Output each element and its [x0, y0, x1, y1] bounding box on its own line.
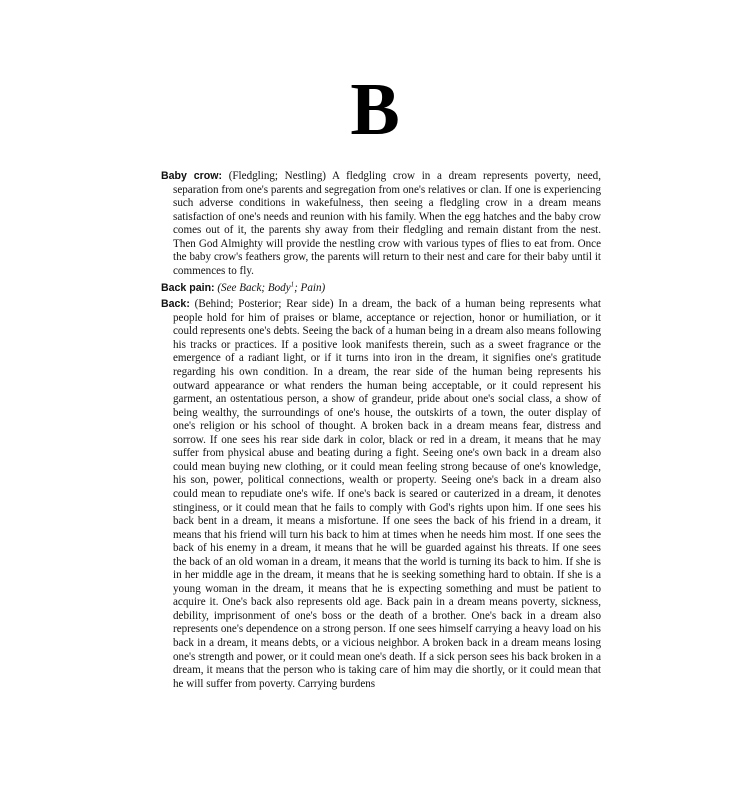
- entry-headword: Back: [161, 298, 187, 311]
- footnote-marker: 1: [290, 280, 295, 288]
- entry-body: (Fledgling; Nestling) A fledgling crow in a dream represents poverty, need, separation from one's parents and segregation from one's relatives or clan. If one is experiencing such adverse conditions in wakefulness, then seeing a fledgling crow in a dream means satisfaction of one's needs and reunion with his family. When the egg hatches and the baby crow comes out of it, the parents shy away from their fledgling and remain distant from the nest. Then God Almighty will provide the nestling crow with various types of flies to eat from. Once the baby crow's feathers grow, the parents will return to their nest and care for their baby until it commences to fly.: [173, 170, 601, 277]
- dictionary-entry-back: [161, 298, 601, 691]
- dictionary-entry-baby-crow: [161, 170, 601, 278]
- dictionary-entry-back-pain: [161, 282, 601, 296]
- entry-cross-reference: [215, 282, 326, 294]
- entry-headword: Back pain: [161, 281, 212, 294]
- cross-reference-prefix: (See Back; Body: [214, 281, 291, 294]
- entry-headword: Baby crow: [161, 170, 219, 182]
- text-column: [161, 170, 601, 691]
- cross-reference-suffix: ; Pain): [294, 281, 326, 294]
- entry-separator: :: [218, 170, 223, 182]
- entry-separator: :: [211, 281, 215, 294]
- entry-body: (Behind; Posterior; Rear side) In a dream, the back of a human being represents what people hold for him of praises or blame, acceptance or rejection, honor or humiliation, or it could represents one's debts. Seeing the back of a human being in a dream also means following his tracks or practices. If a positive look manifests therein, such as a sweet fragrance or the emergence of a radiant light, or if it turns into iron in the dream, it signifies one's gratitude regarding his own condition. In a dream, the rear side of the human being represents his outward appearance or what renders the human being acceptable, or it could represent his garment, an ostentatious person, a show of grandeur, pride about one's social class, a show of being wealthy, the surroundings of one's house, the outskirts of a town, the outer display of one's religion or his school of thought. A broken back in a dream means fear, distress and sorrow. If one sees his rear side dark in color, black or red in a dream, it means that he may suffer from physical abuse and beating during a fight. Seeing one's own back in a dream also could mean buying new clothing, or it could mean feeling strong because of one's knowledge, his son, power, political connections, wealth or property. Seeing one's back in a dream also could mean to repudiate one's wife. If one's back is seared or cauterized in a dream, it denotes stinginess, or it could mean that he fails to comply with God's rights upon him. If one sees his back bent in a dream, it means a misfortune. If one sees the back of his friend in a dream, it means that his friend will turn his back to him at times when he needs him most. If one sees the back of his enemy in a dream, it means that he will be guarded against his threats. If one sees the back of an old woman in a dream, it means that the world is turning its back to him. If she is in her middle age in the dream, it means that he is seeking something hard to obtain. If she is a young woman in the dream, it means that he is expecting something and must be patient to acquire it. One's back also represents old age. Back pain in a dream means poverty, sickness, debility, imprisonment of one's boss or the death of a brother. One's back in a dream also represents one's dependence on a strong person. If one sees himself carrying a heavy load on his back in a dream, it means debts, or a vicious neighbor. A broken back in a dream means losing one's strength and power, or it could mean one's death. If a sick person sees his back broken in a dream, it means that the person who is taking care of him may die shortly, or it could mean that he will suffer from poverty. Carrying burdens: [173, 298, 601, 690]
- letter-section-heading: B: [350, 69, 400, 151]
- entry-separator: :: [186, 298, 190, 311]
